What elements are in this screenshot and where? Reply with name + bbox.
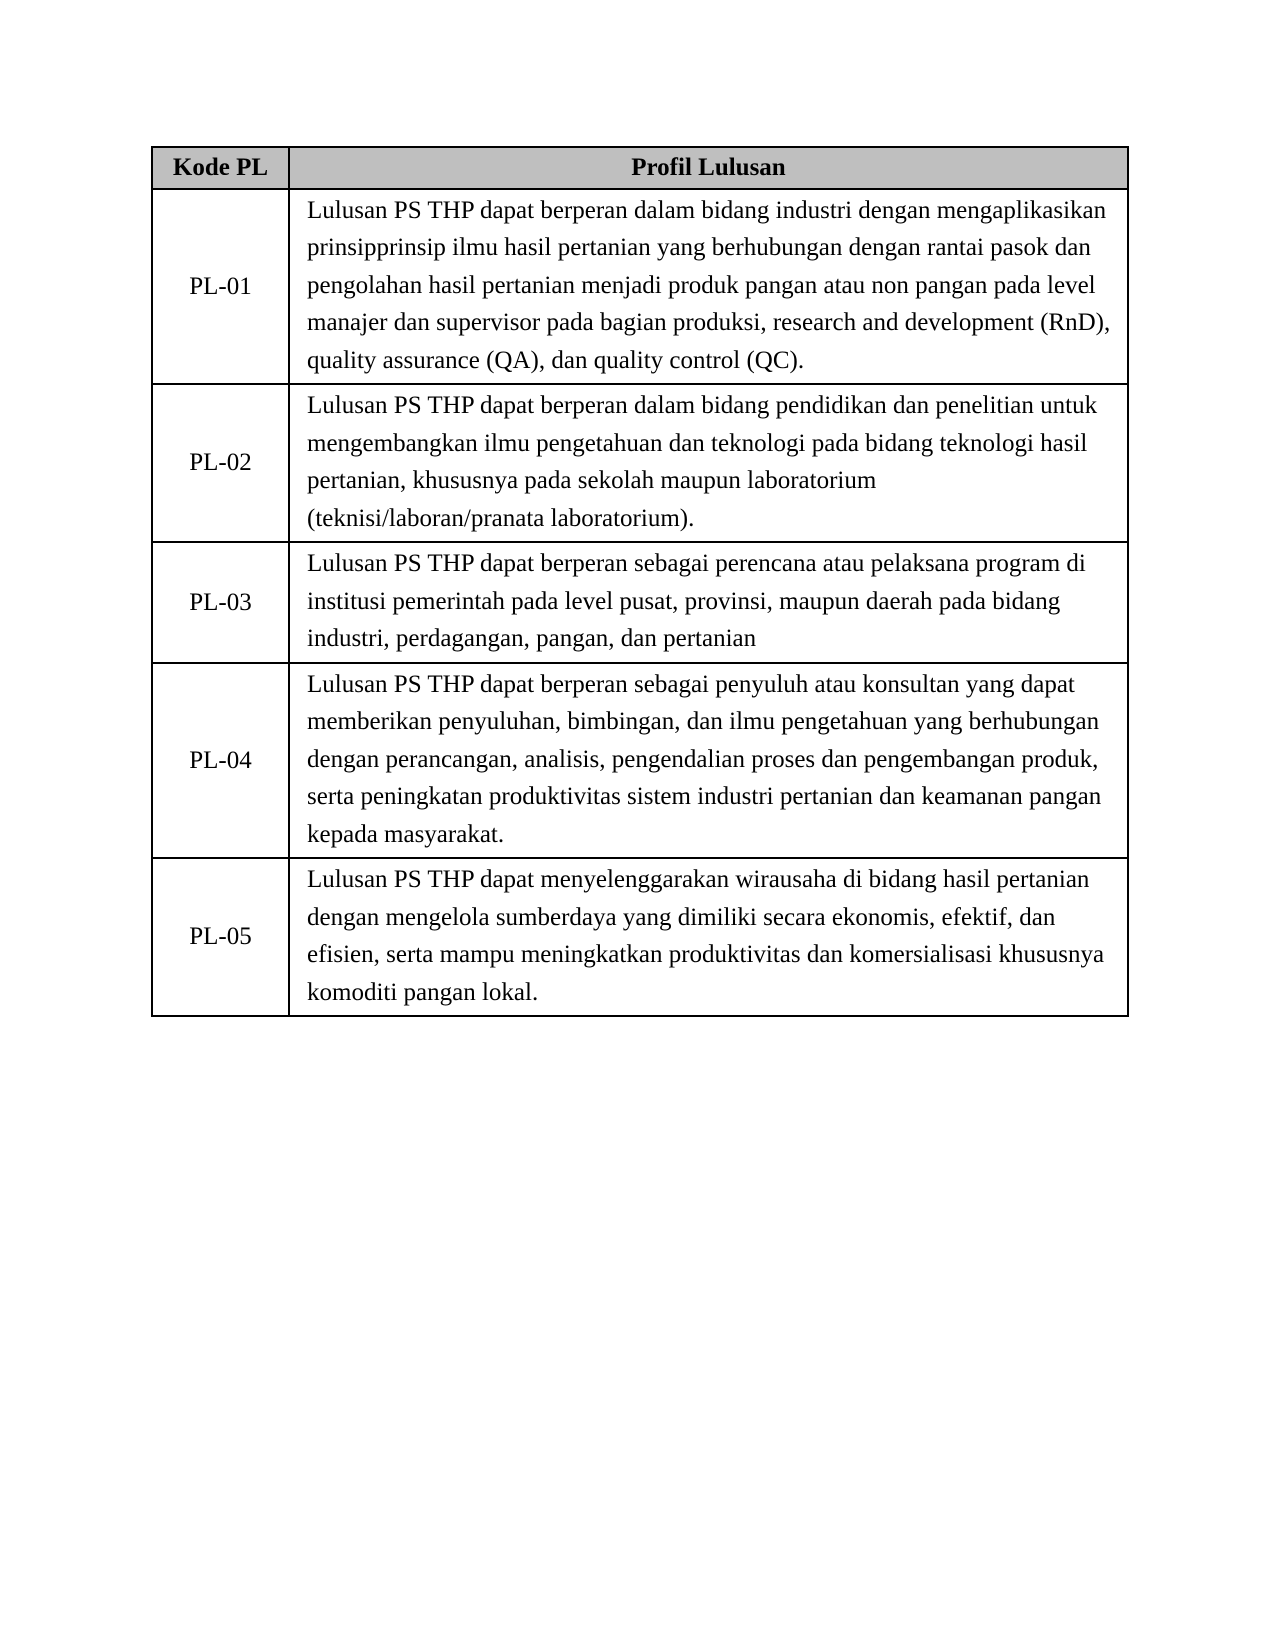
code-cell-pl-03: PL-03	[152, 542, 289, 663]
table-row	[152, 384, 1128, 542]
graduate-profile-table	[151, 146, 1129, 1017]
code-cell-pl-04: PL-04	[152, 663, 289, 859]
profile-cell-pl-01: Lulusan PS THP dapat berperan dalam bidang industri dengan mengaplikasikan prinsipprinsip ilmu hasil pertanian yang berhubungan dengan rantai pasok dan pengolahan hasil pertanian menjadi produk pangan atau non pangan pada level manajer dan supervisor pada bagian produksi, research and development (RnD), quality assurance (QA), dan quality control (QC).	[289, 189, 1128, 385]
table-row	[152, 858, 1128, 1016]
code-cell-pl-05: PL-05	[152, 858, 289, 1016]
header-kode-pl: Kode PL	[152, 147, 289, 189]
table-header-row	[152, 147, 1128, 189]
profile-cell-pl-05: Lulusan PS THP dapat menyelenggarakan wirausaha di bidang hasil pertanian dengan mengelola sumberdaya yang dimiliki secara ekonomis, efektif, dan efisien, serta mampu meningkatkan produktivitas dan komersialisasi khususnya komoditi pangan lokal.	[289, 858, 1128, 1016]
profile-cell-pl-02: Lulusan PS THP dapat berperan dalam bidang pendidikan dan penelitian untuk mengembangkan ilmu pengetahuan dan teknologi pada bidang teknologi hasil pertanian, khususnya pada sekolah maupun laboratorium (teknisi/laboran/pranata laboratorium).	[289, 384, 1128, 542]
table-row	[152, 542, 1128, 663]
code-cell-pl-01: PL-01	[152, 189, 289, 385]
profile-cell-pl-03: Lulusan PS THP dapat berperan sebagai perencana atau pelaksana program di institusi pemerintah pada level pusat, provinsi, maupun daerah pada bidang industri, perdagangan, pangan, dan pertanian	[289, 542, 1128, 663]
code-cell-pl-02: PL-02	[152, 384, 289, 542]
profile-cell-pl-04: Lulusan PS THP dapat berperan sebagai penyuluh atau konsultan yang dapat memberikan penyuluhan, bimbingan, dan ilmu pengetahuan yang berhubungan dengan perancangan, analisis, pengendalian proses dan pengembangan produk, serta peningkatan produktivitas sistem industri pertanian dan keamanan pangan kepada masyarakat.	[289, 663, 1128, 859]
table-row	[152, 189, 1128, 385]
table-row	[152, 663, 1128, 859]
header-profil-lulusan: Profil Lulusan	[289, 147, 1128, 189]
